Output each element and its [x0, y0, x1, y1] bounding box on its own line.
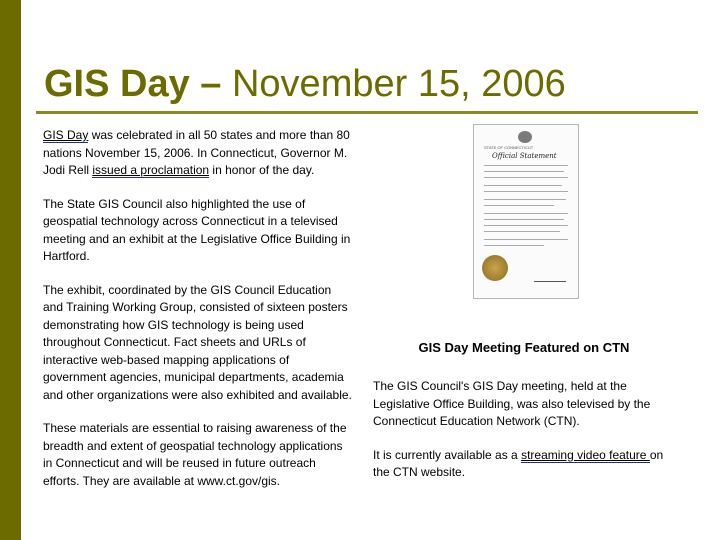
- paragraph-intro: GIS Day was celebrated in all 50 states and more than 80 nations November 15, 2006. In Connecticut, Governor M. Jodi Rell issued a proclamation in honor of the day.: [43, 128, 350, 177]
- proclamation-link[interactable]: issued a proclamation: [92, 163, 210, 177]
- signature-line: [534, 275, 566, 282]
- paragraph-materials: These materials are essential to raising awareness of the breadth and extent of geospatial technology applications in Connecticut and will be reused in future outreach efforts. They are available at www.ct.gov/gis.: [43, 421, 347, 488]
- doc-header: STATE OF CONNECTICUT: [484, 145, 534, 150]
- paragraph-council: The State GIS Council also highlighted the use of geospatial technology across Connecticut in a televised meeting and an exhibit at the Legislative Office Building in Hartford.: [43, 196, 351, 263]
- state-seal-icon: [518, 131, 532, 143]
- proclamation-document-image[interactable]: [473, 124, 579, 299]
- gis-day-link[interactable]: GIS Day: [43, 128, 89, 142]
- title-rest: November 15, 2006: [231, 63, 566, 105]
- page-title: [44, 62, 566, 106]
- title-bold: GIS Day –: [44, 63, 222, 105]
- right-column: [373, 378, 673, 498]
- ctn-heading: GIS Day Meeting Featured on CTN: [418, 340, 630, 355]
- left-accent-bar: [0, 0, 21, 540]
- paragraph-streaming: It is currently available as a streaming video feature on the CTN website.: [373, 447, 664, 479]
- paragraph-ctn: The GIS Council's GIS Day meeting, held at the Legislative Office Building, was also televised by the Connecticut Education Network (CTN).: [373, 379, 651, 428]
- streaming-video-link[interactable]: streaming video feature: [521, 447, 650, 462]
- paragraph-exhibit: The exhibit, coordinated by the GIS Council Education and Training Working Group, consisted of sixteen posters demonstrating how GIS technology is being used throughout Connecticut. Fact sheets and URLs of interactive web-based mapping applications of government agencies, municipal departments, academia and other organizations were also exhibited and available.: [43, 282, 352, 402]
- title-divider: [36, 111, 698, 114]
- gold-seal-icon: [482, 255, 508, 281]
- doc-heading: Official Statement: [492, 152, 557, 160]
- left-column: [43, 127, 353, 506]
